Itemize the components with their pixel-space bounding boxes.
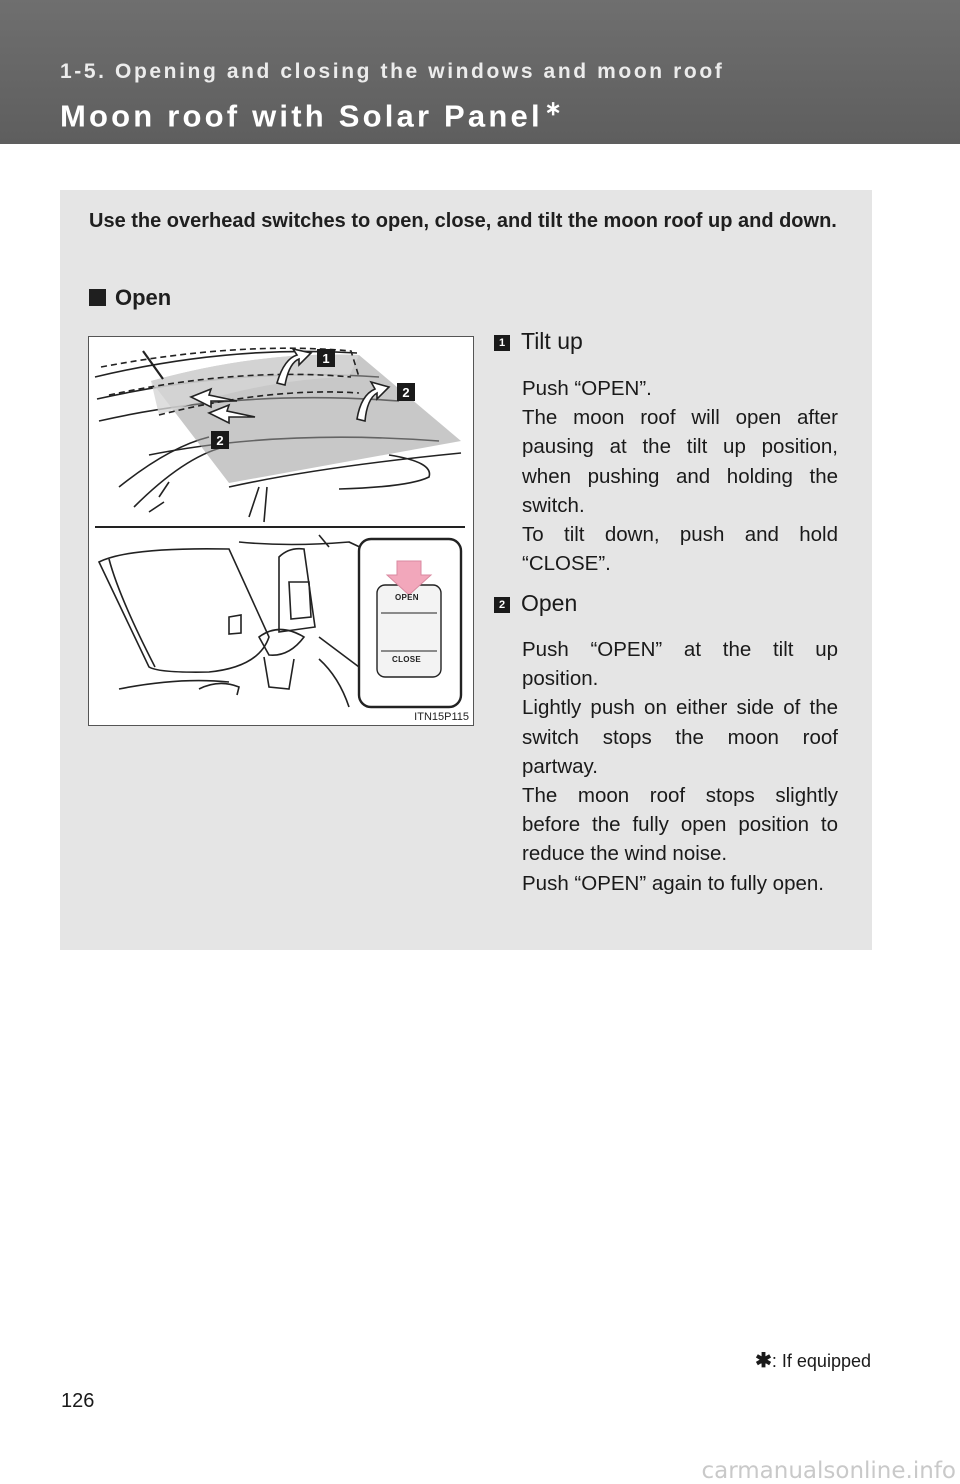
antenna xyxy=(143,351,163,379)
step-2-paragraph-4: Push “OPEN” again to fully open. xyxy=(522,871,824,895)
section-title: 1-5. Opening and closing the windows and moon roof xyxy=(60,60,725,83)
equipped-star-icon: ✱ xyxy=(755,1350,772,1372)
page-number: 126 xyxy=(61,1390,95,1412)
step-1-paragraph-1: Push “OPEN”. xyxy=(522,377,652,400)
roof-diagram xyxy=(89,337,473,725)
svg-text:1: 1 xyxy=(322,351,330,366)
step-1-paragraph-2: The moon roof will open after pausing at the tilt up position, when pushing and holding the switch. xyxy=(522,406,838,517)
step-2-paragraph-1: Push “OPEN” at the tilt up position. xyxy=(522,638,838,691)
step-2-title: Open xyxy=(521,590,578,616)
open-subheading-label: Open xyxy=(115,285,172,310)
step-1-paragraph-3: To tilt down, push and hold “CLOSE”. xyxy=(522,523,838,576)
footnote-text: : If equipped xyxy=(771,1351,871,1371)
square-bullet-icon xyxy=(89,289,106,306)
step-1-badge: 1 xyxy=(494,335,510,351)
figure-code: ITN15P115 xyxy=(414,711,469,723)
footnote xyxy=(755,1348,871,1373)
svg-text:2: 2 xyxy=(402,385,410,400)
step-2-paragraph-2: Lightly push on either side of the switch stops the moon roof partway. xyxy=(522,696,838,778)
content-panel xyxy=(60,190,872,950)
step-2-body xyxy=(522,635,838,898)
page-header xyxy=(0,0,960,144)
switch-open-label: OPEN xyxy=(395,593,419,602)
step-2-badge: 2 xyxy=(494,597,510,613)
watermark: carmanualsonline.info xyxy=(701,1458,956,1484)
open-subheading xyxy=(89,285,171,311)
step-1-title: Tilt up xyxy=(521,328,583,354)
page-title-text: Moon roof with Solar Panel xyxy=(60,98,543,134)
intro-text: Use the overhead switches to open, close, and tilt the moon roof up and down. xyxy=(89,210,837,232)
step-1-body xyxy=(522,374,838,578)
step-2-paragraph-3: The moon roof stops slightly before the fully open position to reduce the wind noise. xyxy=(522,784,838,866)
equipped-mark: ∗ xyxy=(544,98,562,120)
switch-close-label: CLOSE xyxy=(392,655,422,664)
svg-text:2: 2 xyxy=(216,433,224,448)
page-title xyxy=(60,96,562,134)
moon-roof-illustration xyxy=(88,336,474,726)
